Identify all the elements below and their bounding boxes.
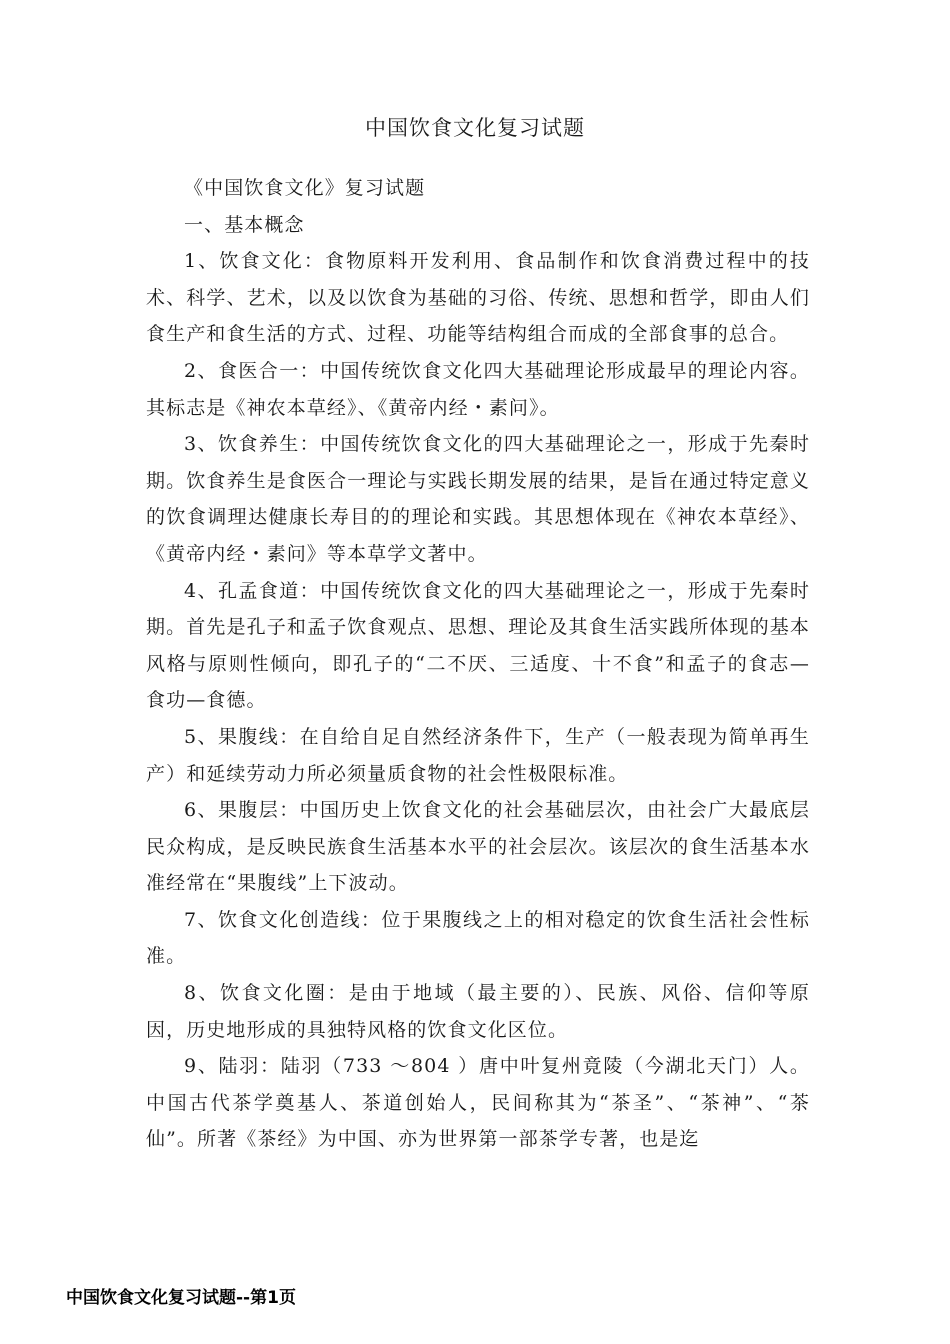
section-heading: 一、基本概念 xyxy=(184,213,305,236)
document-body xyxy=(146,170,810,1158)
paragraph-2: 2、食医合一：中国传统饮食文化四大基础理论形成最早的理论内容。其标志是《神农本草经》、《黄帝内经・素问》。 xyxy=(146,359,810,419)
document-title: 中国饮食文化复习试题 xyxy=(365,116,585,140)
paragraph-5: 5、果腹线：在自给自足自然经济条件下，生产（一般表现为简单再生产）和延续劳动力所必须量质食物的社会性极限标准。 xyxy=(146,725,810,785)
paragraph-7: 7、饮食文化创造线：位于果腹线之上的相对稳定的饮食生活社会性标准。 xyxy=(146,908,810,968)
paragraph-9: 9、陆羽：陆羽（733 ～804 ）唐中叶复州竟陵（今湖北天门）人。中国古代茶学奠基人、茶道创始人，民间称其为“茶圣”、“茶神”、“茶仙”。所著《茶经》为中国、亦为世界第一部茶学专著，也是迄 xyxy=(146,1055,810,1151)
subtitle-paragraph: 《中国饮食文化》复习试题 xyxy=(184,177,426,199)
paragraph-3: 3、饮食养生：中国传统饮食文化的四大基础理论之一，形成于先秦时期。饮食养生是食医合一理论与实践长期发展的结果，是旨在通过特定意义的饮食调理达健康长寿目的的理论和实践。其思想体现在《神农本草经》、《黄帝内经・素问》等本草学文著中。 xyxy=(146,433,810,565)
paragraph-6: 6、果腹层：中国历史上饮食文化的社会基础层次，由社会广大最底层民众构成，是反映民族食生活基本水平的社会层次。该层次的食生活基本水准经常在“果腹线”上下波动。 xyxy=(146,799,810,895)
paragraph-1: 1、饮食文化：食物原料开发利用、食品制作和饮食消费过程中的技术、科学、艺术，以及以饮食为基础的习俗、传统、思想和哲学，即由人们食生产和食生活的方式、过程、功能等结构组合而成的全部食事的总合。 xyxy=(146,250,810,346)
page-footer: 中国饮食文化复习试题--第1页 xyxy=(66,1288,296,1308)
paragraph-8: 8、饮食文化圈：是由于地域（最主要的）、民族、风俗、信仰等原因，历史地形成的具独特风格的饮食文化区位。 xyxy=(146,982,810,1041)
paragraph-4: 4、孔孟食道：中国传统饮食文化的四大基础理论之一，形成于先秦时期。首先是孔子和孟子饮食观点、思想、理论及其食生活实践所体现的基本风格与原则性倾向，即孔子的“二不厌、三适度、十不食”和孟子的食志—食功—食德。 xyxy=(146,579,810,712)
